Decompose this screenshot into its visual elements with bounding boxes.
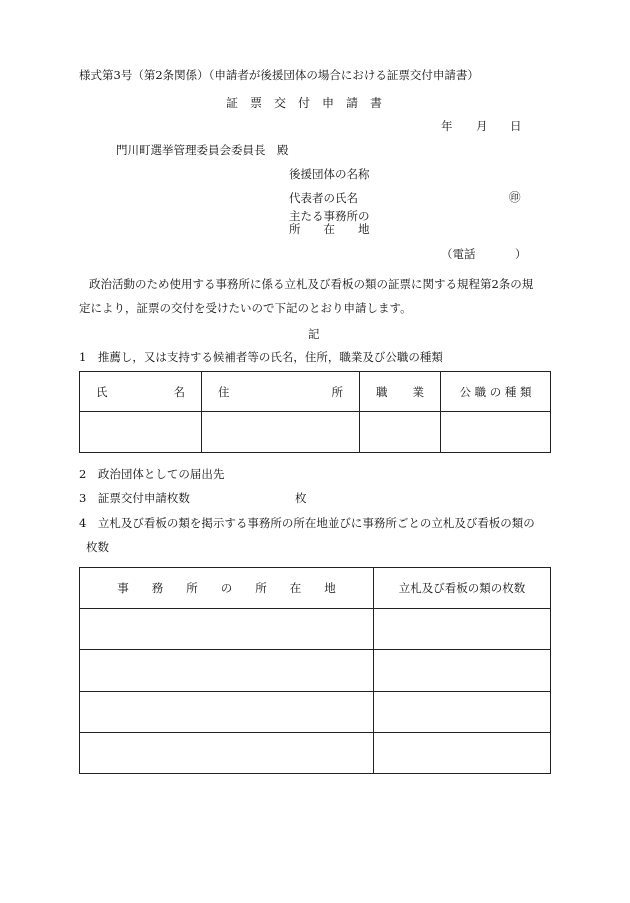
phone-close: ） — [515, 247, 527, 261]
body-line2: 定により，証票の交付を受けたいので下記のとおり申請します。 — [79, 301, 412, 315]
date-day: 日 — [510, 119, 522, 133]
date-year: 年 — [441, 119, 453, 133]
office-label-line1: 主たる事務所の — [289, 209, 370, 223]
candidate-occupation-cell[interactable] — [360, 412, 441, 453]
office-label-line2: 所 在 地 — [289, 222, 370, 236]
sign-count-cell[interactable] — [374, 609, 551, 650]
item1-heading: 1 推薦し，又は支持する候補者等の氏名，住所，職業及び公職の種類 — [79, 350, 443, 364]
candidate-name-header: 氏 名 — [80, 372, 202, 412]
office-location-cell[interactable] — [80, 650, 374, 692]
office-location-cell[interactable] — [80, 733, 374, 774]
addressee: 門川町選挙管理委員会委員長 殿 — [116, 143, 289, 157]
office-location-header: 事 務 所 の 所 在 地 — [80, 568, 374, 609]
form-number: 様式第3号（第2条関係）（申請者が後援団体の場合における証票交付申請書） — [79, 68, 479, 82]
candidate-address-cell[interactable] — [202, 412, 360, 453]
form-title: 証 票 交 付 申 請 書 — [226, 96, 383, 110]
group-name-label: 後援団体の名称 — [289, 167, 370, 181]
item4-line2: 枚数 — [86, 540, 109, 554]
item3-heading: 3 証票交付申請枚数 — [79, 491, 190, 505]
candidate-office-type-cell[interactable] — [441, 412, 551, 453]
sign-count-cell[interactable] — [374, 692, 551, 733]
item3-unit: 枚 — [295, 491, 307, 505]
representative-label: 代表者の氏名 — [289, 191, 358, 205]
phone-open: （電話 — [441, 247, 476, 261]
office-location-cell[interactable] — [80, 609, 374, 650]
candidate-name-cell[interactable] — [80, 412, 202, 453]
item2-heading: 2 政治団体としての届出先 — [79, 467, 225, 481]
candidate-office-type-header: 公 職 の 種 類 — [441, 372, 551, 412]
seal-mark: ㊞ — [509, 190, 521, 204]
office-location-cell[interactable] — [80, 692, 374, 733]
date-month: 月 — [476, 119, 488, 133]
sign-count-header: 立札及び看板の類の枚数 — [374, 568, 551, 609]
candidate-address-header: 住 所 — [202, 372, 360, 412]
item4-line1: 4 立札及び看板の類を掲示する事務所の所在地並びに事務所ごとの立札及び看板の類の — [79, 516, 535, 530]
office-table — [79, 567, 551, 774]
sign-count-cell[interactable] — [374, 650, 551, 692]
candidate-occupation-header: 職 業 — [360, 372, 441, 412]
ki-heading: 記 — [308, 327, 320, 341]
body-line1: 政治活動のため使用する事務所に係る立札及び看板の類の証票に関する規程第2条の規 — [89, 277, 534, 291]
candidate-table — [79, 371, 551, 453]
sign-count-cell[interactable] — [374, 733, 551, 774]
